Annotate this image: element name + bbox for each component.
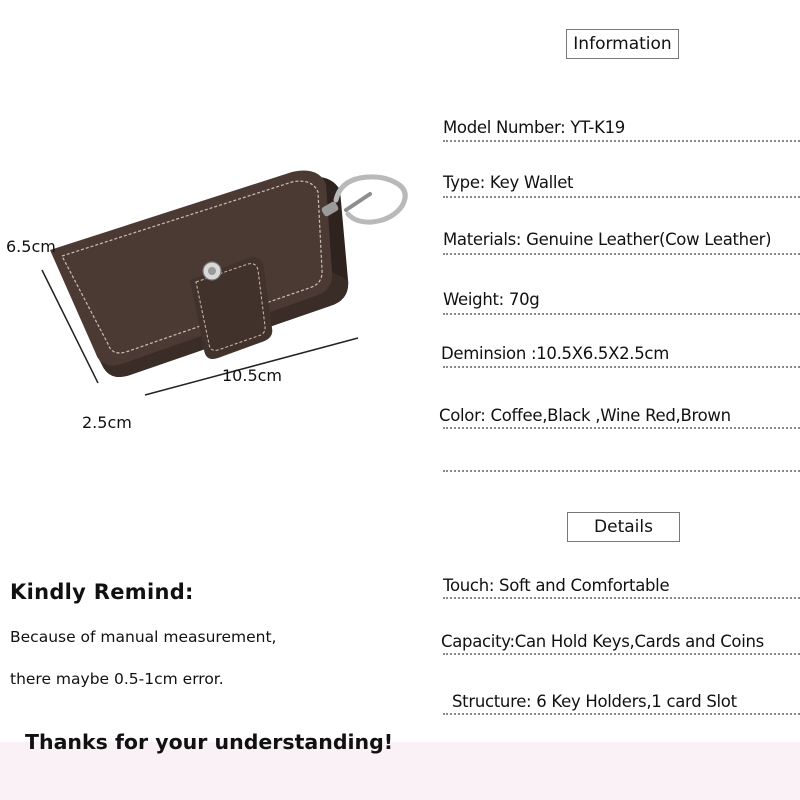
divider bbox=[443, 597, 800, 599]
remind-line-2: there maybe 0.5-1cm error. bbox=[10, 670, 224, 688]
key-wallet-image bbox=[0, 160, 420, 410]
field-materials: Materials: Genuine Leather(Cow Leather) bbox=[443, 230, 772, 249]
field-touch: Touch: Soft and Comfortable bbox=[443, 576, 670, 595]
field-type: Type: Key Wallet bbox=[443, 173, 574, 192]
field-model-number: Model Number: YT-K19 bbox=[443, 118, 625, 137]
field-structure: Structure: 6 Key Holders,1 card Slot bbox=[452, 692, 737, 711]
wallet-front bbox=[50, 171, 332, 366]
thanks-message: Thanks for your understanding! bbox=[25, 730, 394, 754]
height-label: 6.5cm bbox=[6, 237, 56, 256]
divider bbox=[443, 470, 800, 472]
field-dimension: Deminsion :10.5X6.5X2.5cm bbox=[441, 344, 669, 363]
field-weight: Weight: 70g bbox=[443, 290, 540, 309]
field-color: Color: Coffee,Black ,Wine Red,Brown bbox=[439, 406, 731, 425]
remind-title: Kindly Remind: bbox=[10, 580, 194, 604]
divider bbox=[443, 196, 800, 198]
length-label: 10.5cm bbox=[222, 366, 283, 385]
divider bbox=[443, 653, 800, 655]
divider bbox=[443, 366, 800, 368]
information-heading: Information bbox=[566, 29, 679, 59]
divider bbox=[443, 713, 800, 715]
divider bbox=[443, 427, 800, 429]
details-heading: Details bbox=[567, 512, 680, 542]
remind-line-1: Because of manual measurement, bbox=[10, 628, 277, 646]
divider bbox=[443, 313, 800, 315]
divider bbox=[443, 253, 800, 255]
field-capacity: Capacity:Can Hold Keys,Cards and Coins bbox=[441, 632, 764, 651]
divider bbox=[443, 140, 800, 142]
depth-label: 2.5cm bbox=[82, 413, 132, 432]
